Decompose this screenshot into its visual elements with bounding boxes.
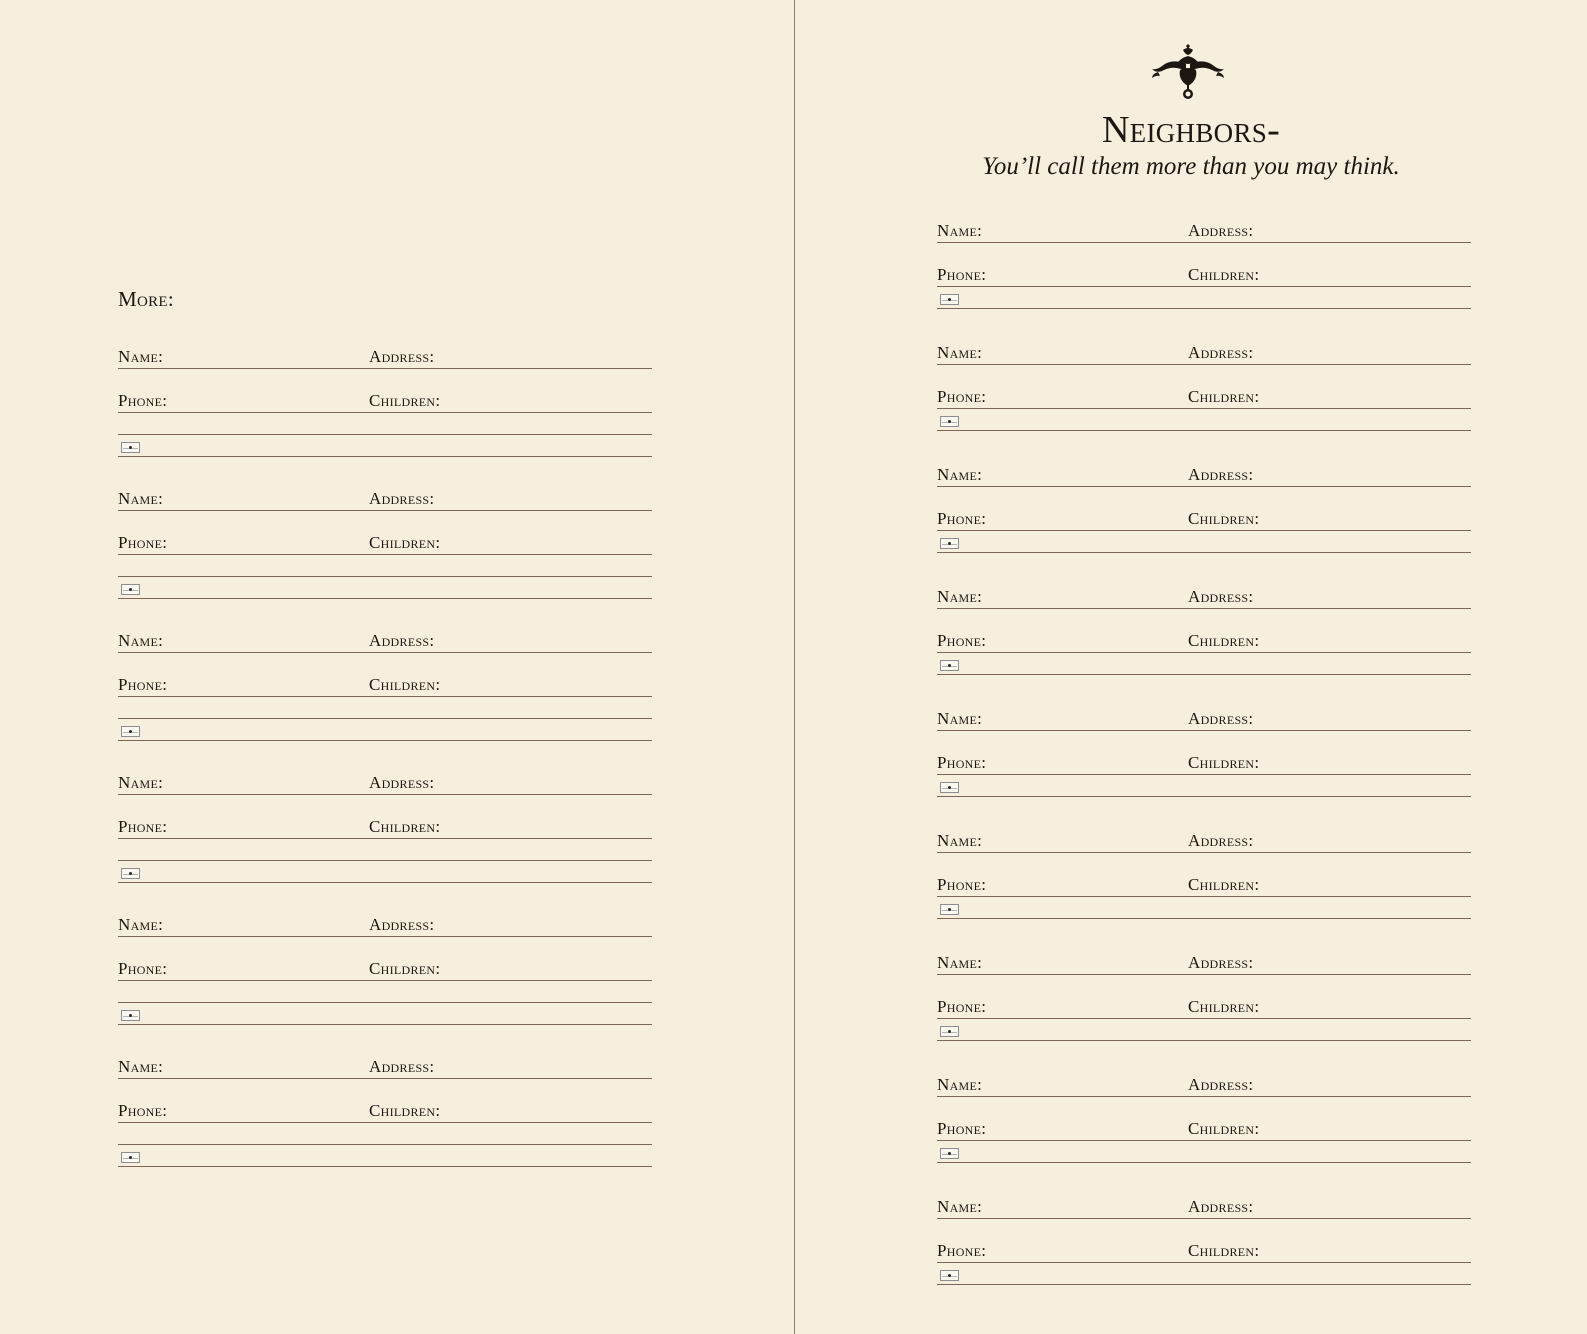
envelope-icon	[940, 538, 959, 549]
children-label: Children:	[1188, 753, 1260, 772]
envelope-icon	[940, 416, 959, 427]
phone-children-line[interactable]	[118, 1100, 652, 1123]
address-label: Address:	[369, 915, 435, 934]
address-label: Address:	[369, 489, 435, 508]
phone-label: Phone:	[937, 875, 987, 894]
phone-children-line[interactable]	[118, 390, 652, 413]
envelope-icon	[940, 660, 959, 671]
phone-label: Phone:	[937, 1119, 987, 1138]
children-label: Children:	[1188, 1119, 1260, 1138]
email-line[interactable]	[118, 1144, 652, 1167]
envelope-icon	[940, 1148, 959, 1159]
phone-label: Phone:	[118, 817, 168, 836]
phone-label: Phone:	[937, 753, 987, 772]
page-title: Neighbors-	[1101, 109, 1281, 151]
email-line[interactable]	[937, 1018, 1471, 1041]
email-line[interactable]	[118, 718, 652, 741]
phone-children-line[interactable]	[937, 996, 1471, 1019]
contact-entry	[937, 220, 1471, 330]
address-label: Address:	[1188, 343, 1254, 362]
name-label: Name:	[937, 709, 983, 728]
blank-line[interactable]	[118, 980, 652, 1003]
name-label: Name:	[937, 831, 983, 850]
blank-line[interactable]	[118, 554, 652, 577]
phone-label: Phone:	[937, 387, 987, 406]
phone-label: Phone:	[118, 391, 168, 410]
blank-line[interactable]	[118, 1122, 652, 1145]
envelope-icon	[940, 294, 959, 305]
more-heading: More:	[118, 287, 175, 311]
contact-entry	[937, 586, 1471, 696]
email-line[interactable]	[118, 434, 652, 457]
envelope-icon	[940, 904, 959, 915]
children-label: Children:	[369, 959, 441, 978]
name-label: Name:	[937, 343, 983, 362]
phone-children-line[interactable]	[118, 532, 652, 555]
name-address-line[interactable]	[937, 342, 1471, 365]
envelope-icon	[121, 1010, 140, 1021]
contact-entry	[118, 630, 652, 740]
address-label: Address:	[369, 773, 435, 792]
name-label: Name:	[937, 953, 983, 972]
name-address-line[interactable]	[118, 346, 652, 369]
name-label: Name:	[937, 1197, 983, 1216]
name-label: Name:	[118, 1057, 164, 1076]
phone-label: Phone:	[937, 1241, 987, 1260]
name-address-line[interactable]	[937, 830, 1471, 853]
contact-entry	[937, 830, 1471, 940]
name-address-line[interactable]	[118, 488, 652, 511]
contact-entry	[118, 1056, 652, 1166]
email-line[interactable]	[937, 1262, 1471, 1285]
phone-children-line[interactable]	[118, 674, 652, 697]
phone-label: Phone:	[937, 631, 987, 650]
name-address-line[interactable]	[118, 1056, 652, 1079]
name-address-line[interactable]	[937, 708, 1471, 731]
children-label: Children:	[1188, 509, 1260, 528]
envelope-icon	[121, 868, 140, 879]
name-label: Name:	[937, 465, 983, 484]
email-line[interactable]	[937, 530, 1471, 553]
name-label: Name:	[937, 1075, 983, 1094]
email-line[interactable]	[937, 896, 1471, 919]
name-address-line[interactable]	[937, 586, 1471, 609]
address-label: Address:	[1188, 1197, 1254, 1216]
phone-children-line[interactable]	[937, 630, 1471, 653]
children-label: Children:	[1188, 875, 1260, 894]
email-line[interactable]	[937, 774, 1471, 797]
email-line[interactable]	[118, 576, 652, 599]
children-label: Children:	[1188, 1241, 1260, 1260]
address-label: Address:	[369, 1057, 435, 1076]
phone-children-line[interactable]	[937, 1240, 1471, 1263]
contact-entry	[937, 342, 1471, 452]
children-label: Children:	[369, 533, 441, 552]
name-address-line[interactable]	[937, 952, 1471, 975]
name-address-line[interactable]	[118, 914, 652, 937]
contact-entry	[118, 346, 652, 456]
children-label: Children:	[369, 391, 441, 410]
phone-label: Phone:	[118, 533, 168, 552]
email-line[interactable]	[118, 1002, 652, 1025]
contact-entry	[937, 1074, 1471, 1184]
name-label: Name:	[118, 915, 164, 934]
contact-entry	[118, 488, 652, 598]
right-page	[795, 0, 1587, 1334]
name-label: Name:	[118, 347, 164, 366]
name-address-line[interactable]	[937, 464, 1471, 487]
name-label: Name:	[937, 221, 983, 240]
address-label: Address:	[1188, 709, 1254, 728]
phone-children-line[interactable]	[118, 816, 652, 839]
phone-label: Phone:	[937, 997, 987, 1016]
envelope-icon	[940, 782, 959, 793]
address-label: Address:	[1188, 953, 1254, 972]
name-label: Name:	[118, 773, 164, 792]
phone-label: Phone:	[937, 265, 987, 284]
name-address-line[interactable]	[118, 772, 652, 795]
address-label: Address:	[1188, 1075, 1254, 1094]
children-label: Children:	[369, 675, 441, 694]
children-label: Children:	[369, 1101, 441, 1120]
contact-entry	[937, 708, 1471, 818]
phone-children-line[interactable]	[937, 874, 1471, 897]
children-label: Children:	[1188, 387, 1260, 406]
email-line[interactable]	[937, 1140, 1471, 1163]
blank-line[interactable]	[118, 838, 652, 861]
name-address-line[interactable]	[118, 630, 652, 653]
envelope-icon	[121, 726, 140, 737]
name-address-line[interactable]	[937, 1196, 1471, 1219]
contact-entry	[118, 914, 652, 1024]
fleuron-icon	[1150, 44, 1226, 102]
contact-entry	[937, 1196, 1471, 1306]
phone-label: Phone:	[118, 1101, 168, 1120]
envelope-icon	[121, 584, 140, 595]
envelope-icon	[940, 1026, 959, 1037]
phone-label: Phone:	[118, 959, 168, 978]
address-label: Address:	[1188, 465, 1254, 484]
email-line[interactable]	[937, 652, 1471, 675]
phone-label: Phone:	[937, 509, 987, 528]
email-line[interactable]	[937, 286, 1471, 309]
email-line[interactable]	[937, 408, 1471, 431]
address-label: Address:	[369, 631, 435, 650]
address-label: Address:	[1188, 831, 1254, 850]
children-label: Children:	[1188, 631, 1260, 650]
phone-children-line[interactable]	[937, 1118, 1471, 1141]
children-label: Children:	[369, 817, 441, 836]
phone-children-line[interactable]	[937, 752, 1471, 775]
blank-line[interactable]	[118, 412, 652, 435]
address-label: Address:	[1188, 221, 1254, 240]
blank-line[interactable]	[118, 696, 652, 719]
envelope-icon	[121, 442, 140, 453]
name-address-line[interactable]	[937, 220, 1471, 243]
contact-entry	[937, 952, 1471, 1062]
phone-label: Phone:	[118, 675, 168, 694]
children-label: Children:	[1188, 265, 1260, 284]
name-label: Name:	[937, 587, 983, 606]
name-label: Name:	[118, 489, 164, 508]
page-subtitle: You’ll call them more than you may think.	[982, 153, 1400, 180]
phone-children-line[interactable]	[937, 386, 1471, 409]
email-line[interactable]	[118, 860, 652, 883]
name-address-line[interactable]	[937, 1074, 1471, 1097]
phone-children-line[interactable]	[937, 508, 1471, 531]
phone-children-line[interactable]	[118, 958, 652, 981]
envelope-icon	[940, 1270, 959, 1281]
contact-entry	[937, 464, 1471, 574]
phone-children-line[interactable]	[937, 264, 1471, 287]
children-label: Children:	[1188, 997, 1260, 1016]
address-label: Address:	[369, 347, 435, 366]
name-label: Name:	[118, 631, 164, 650]
envelope-icon	[121, 1152, 140, 1163]
address-label: Address:	[1188, 587, 1254, 606]
contact-entry	[118, 772, 652, 882]
